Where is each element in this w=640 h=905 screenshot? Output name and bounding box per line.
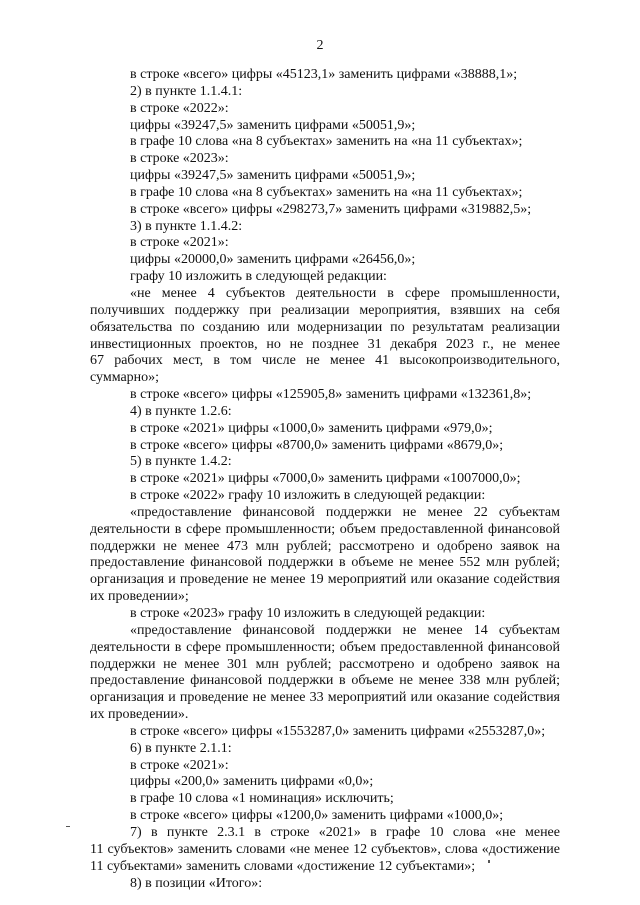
text-line: поддержки не менее 301 млн рублей; рассмотрено и одобрено заявок на (90, 656, 560, 672)
text-line: в строке «2021»: (130, 757, 229, 773)
text-line: 3) в пункте 1.1.4.2: (130, 218, 243, 234)
text-line: «предоставление финансовой поддержки не менее 22 субъектам (130, 504, 560, 520)
text-line: в графе 10 слова «на 8 субъектах» заменить на «на 11 субъектах»; (130, 184, 523, 200)
text-line: 7) в пункте 2.3.1 в строке «2021» в графе 10 слова «не менее (130, 824, 560, 840)
scan-mark (66, 826, 70, 827)
text-line: их проведении». (90, 707, 189, 723)
text-line: 11 субъектами» заменить словами «достижение 12 субъектами»; (90, 858, 476, 874)
document-body (90, 67, 560, 892)
text-line: в строке «всего» цифры «1553287,0» заменить цифрами «2553287,0»; (130, 723, 546, 739)
text-line: их проведении»; (90, 589, 189, 605)
text-line: поддержки не менее 473 млн рублей; рассмотрено и одобрено заявок на (90, 538, 560, 554)
text-line: в строке «2021»: (130, 235, 229, 251)
text-line: «предоставление финансовой поддержки не менее 14 субъектам (130, 622, 560, 638)
text-line: суммарно»; (90, 370, 160, 386)
text-line: в графе 10 слова «на 8 субъектах» заменить на «на 11 субъектах»; (130, 134, 523, 150)
scan-mark (488, 860, 490, 863)
text-line: в строке «всего» цифры «8700,0» заменить цифрами «8679,0»; (130, 437, 504, 453)
text-line: цифры «20000,0» заменить цифрами «26456,0»; (130, 252, 416, 268)
text-line: 2) в пункте 1.1.4.1: (130, 83, 243, 99)
text-line: организация и проведение не менее 33 мероприятий или оказание содействия (90, 690, 560, 706)
text-line: цифры «39247,5» заменить цифрами «50051,9»; (130, 117, 416, 133)
text-line: в строке «2023» графу 10 изложить в следующей редакции: (130, 606, 486, 621)
text-line: 11 субъектов» заменить словами «не менее 12 субъектов», слова «достижение (90, 841, 560, 857)
text-line: в строке «всего» цифры «45123,1» заменить цифрами «38888,1»; (130, 67, 518, 82)
text-line: в строке «2022» графу 10 изложить в следующей редакции: (130, 488, 486, 504)
text-line: в строке «2023»: (130, 151, 229, 167)
text-line: 4) в пункте 1.2.6: (130, 403, 232, 419)
text-line: обязательства по созданию или модернизации по результатам реализации (90, 319, 560, 335)
text-line: цифры «39247,5» заменить цифрами «50051,9»; (130, 168, 416, 184)
text-line: 8) в позиции «Итого»: (130, 875, 263, 891)
text-line: инвестиционных проектов, но не позднее 31 декабря 2023 г., не менее (90, 336, 560, 352)
text-line: в строке «всего» цифры «298273,7» заменить цифрами «319882,5»; (130, 201, 532, 217)
text-line: предоставление финансовой поддержки в объеме не менее 338 млн рублей; (90, 673, 560, 689)
text-line: деятельности в сфере промышленности; объем предоставленной финансовой (90, 639, 560, 655)
text-line: цифры «200,0» заменить цифрами «0,0»; (130, 774, 374, 790)
page-number: 2 (316, 38, 324, 53)
text-line: 67 рабочих мест, в том числе не менее 41 высокопроизводительного, (90, 353, 560, 369)
text-line: предоставление финансовой поддержки в объеме не менее 552 млн рублей; (90, 555, 560, 571)
text-line: графу 10 изложить в следующей редакции: (130, 269, 387, 285)
text-line: в строке «2021» цифры «1000,0» заменить цифрами «979,0»; (130, 420, 493, 436)
text-line: «не менее 4 субъектов деятельности в сфере промышленности, (130, 285, 560, 301)
text-line: деятельности в сфере промышленности; объем предоставленной финансовой (90, 521, 560, 537)
text-line: в графе 10 слова «1 номинация» исключить; (130, 791, 394, 807)
text-line: 5) в пункте 1.4.2: (130, 454, 232, 470)
text-line: в строке «2022»: (130, 100, 229, 116)
text-line: получивших поддержку при реализации мероприятия, взявших на себя (90, 302, 560, 318)
text-line: в строке «всего» цифры «1200,0» заменить цифрами «1000,0»; (130, 808, 504, 824)
text-line: в строке «2021» цифры «7000,0» заменить цифрами «1007000,0»; (130, 471, 521, 487)
text-line: в строке «всего» цифры «125905,8» заменить цифрами «132361,8»; (130, 387, 532, 403)
text-line: 6) в пункте 2.1.1: (130, 740, 232, 756)
text-line: организация и проведение не менее 19 мероприятий или оказание содействия (90, 572, 560, 588)
